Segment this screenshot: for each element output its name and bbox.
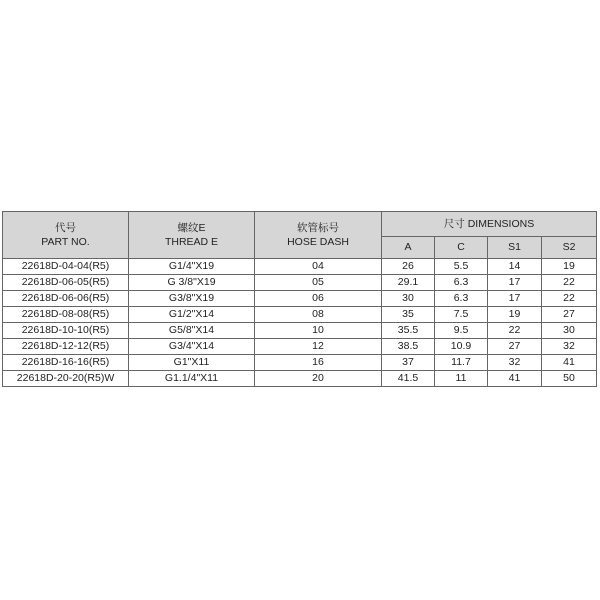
cell-dim-a: 35.5 (382, 323, 435, 339)
header-hose-dash-en: HOSE DASH (287, 235, 349, 248)
cell-part-no: 22618D-06-05(R5) (3, 275, 129, 291)
cell-dim-a: 29.1 (382, 275, 435, 291)
table-row (3, 307, 597, 323)
cell-dim-a: 37 (382, 355, 435, 371)
cell-dim-a: 30 (382, 291, 435, 307)
cell-part-no: 22618D-04-04(R5) (3, 259, 129, 275)
table-row (3, 355, 597, 371)
cell-thread: G1/2"X14 (129, 307, 255, 323)
cell-hose-dash: 04 (255, 259, 382, 275)
table-body (3, 259, 597, 387)
cell-dim-c: 11.7 (435, 355, 488, 371)
header-part-no-cn: 代号 (55, 222, 76, 234)
header-part-no-en: PART NO. (41, 235, 90, 248)
cell-hose-dash: 05 (255, 275, 382, 291)
cell-part-no: 22618D-06-06(R5) (3, 291, 129, 307)
cell-dim-c: 9.5 (435, 323, 488, 339)
header-dim-s1: S1 (488, 237, 542, 259)
header-hose-dash (255, 212, 382, 259)
cell-dim-s2: 22 (542, 291, 597, 307)
cell-dim-s1: 27 (488, 339, 542, 355)
cell-dim-c: 6.3 (435, 291, 488, 307)
cell-dim-s2: 27 (542, 307, 597, 323)
table-row (3, 339, 597, 355)
cell-thread: G3/4"X14 (129, 339, 255, 355)
cell-dim-s2: 19 (542, 259, 597, 275)
header-dimensions (382, 212, 597, 237)
cell-dim-a: 38.5 (382, 339, 435, 355)
cell-part-no: 22618D-16-16(R5) (3, 355, 129, 371)
header-thread-en: THREAD E (164, 235, 219, 248)
table-row (3, 275, 597, 291)
cell-hose-dash: 08 (255, 307, 382, 323)
cell-dim-a: 35 (382, 307, 435, 323)
cell-dim-s1: 32 (488, 355, 542, 371)
cell-dim-s1: 22 (488, 323, 542, 339)
cell-dim-s2: 22 (542, 275, 597, 291)
cell-part-no: 22618D-08-08(R5) (3, 307, 129, 323)
cell-hose-dash: 12 (255, 339, 382, 355)
cell-dim-c: 11 (435, 371, 488, 387)
table-row (3, 259, 597, 275)
header-dimensions-en: DIMENSIONS (467, 217, 535, 230)
table-header (3, 212, 597, 259)
cell-dim-c: 7.5 (435, 307, 488, 323)
cell-dim-s1: 41 (488, 371, 542, 387)
table-row (3, 323, 597, 339)
table-row (3, 371, 597, 387)
cell-dim-s2: 30 (542, 323, 597, 339)
cell-dim-s1: 14 (488, 259, 542, 275)
header-thread (129, 212, 255, 259)
cell-dim-c: 5.5 (435, 259, 488, 275)
cell-dim-a: 26 (382, 259, 435, 275)
header-thread-cn: 螺纹E (177, 222, 206, 234)
cell-dim-s2: 50 (542, 371, 597, 387)
spec-table (2, 211, 597, 387)
header-dim-s2: S2 (542, 237, 597, 259)
cell-hose-dash: 20 (255, 371, 382, 387)
header-part-no (3, 212, 129, 259)
header-dim-a: A (382, 237, 435, 259)
cell-part-no: 22618D-20-20(R5)W (3, 371, 129, 387)
header-hose-dash-cn: 软管标号 (297, 222, 339, 234)
cell-hose-dash: 10 (255, 323, 382, 339)
cell-dim-a: 41.5 (382, 371, 435, 387)
header-dimensions-cn: 尺寸 (443, 217, 465, 230)
cell-thread: G5/8"X14 (129, 323, 255, 339)
cell-thread: G1"X11 (129, 355, 255, 371)
cell-thread: G1.1/4"X11 (129, 371, 255, 387)
cell-thread: G3/8"X19 (129, 291, 255, 307)
cell-dim-s1: 19 (488, 307, 542, 323)
cell-dim-c: 6.3 (435, 275, 488, 291)
cell-dim-s1: 17 (488, 275, 542, 291)
table-row (3, 291, 597, 307)
cell-part-no: 22618D-12-12(R5) (3, 339, 129, 355)
cell-dim-s2: 41 (542, 355, 597, 371)
cell-dim-c: 10.9 (435, 339, 488, 355)
cell-thread: G1/4"X19 (129, 259, 255, 275)
cell-dim-s1: 17 (488, 291, 542, 307)
header-dim-c: C (435, 237, 488, 259)
cell-hose-dash: 06 (255, 291, 382, 307)
cell-dim-s2: 32 (542, 339, 597, 355)
cell-part-no: 22618D-10-10(R5) (3, 323, 129, 339)
cell-thread: G 3/8"X19 (129, 275, 255, 291)
cell-hose-dash: 16 (255, 355, 382, 371)
